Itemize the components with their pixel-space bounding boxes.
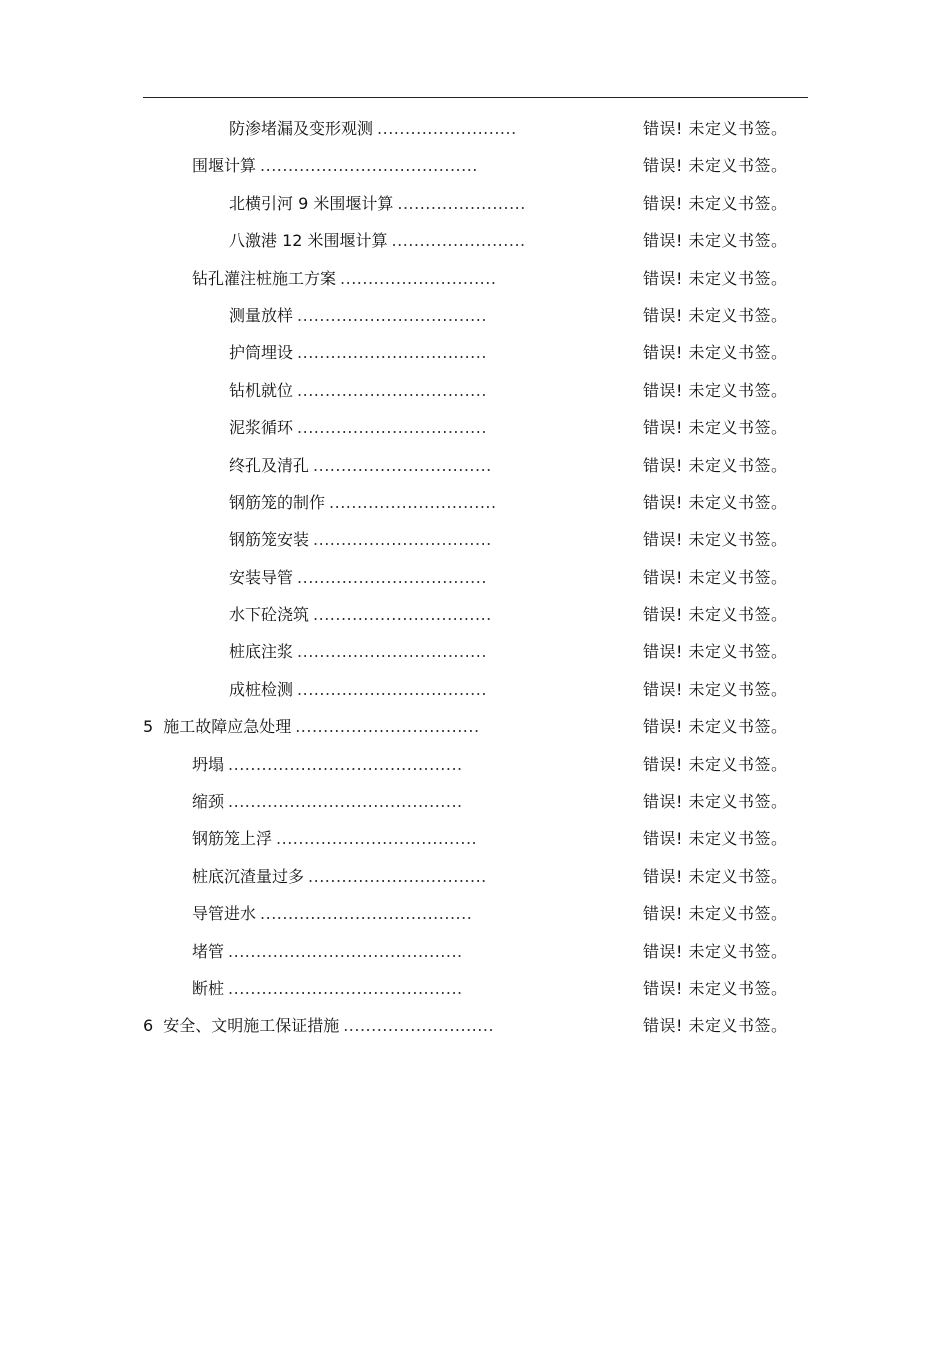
toc-page-ref: 错误! 未定义书签。 bbox=[643, 567, 788, 587]
toc-entry[interactable] bbox=[0, 933, 950, 970]
toc-leader-dots: ...................................... bbox=[260, 904, 473, 924]
toc-entry[interactable] bbox=[0, 559, 950, 596]
toc-page-ref: 错误! 未定义书签。 bbox=[643, 792, 788, 812]
toc-page-ref: 错误! 未定义书签。 bbox=[643, 754, 788, 774]
toc-entry-text: 钢筋笼安装 bbox=[229, 530, 310, 550]
toc-entry-title[interactable] bbox=[229, 559, 487, 596]
toc-entry-text: 围堰计算 bbox=[192, 156, 257, 176]
toc-entry-text: 断桩 bbox=[192, 978, 225, 998]
toc-leader-dots: .................................. bbox=[297, 343, 487, 363]
toc-entry[interactable] bbox=[0, 596, 950, 633]
header-rule bbox=[143, 97, 808, 98]
toc-entry-title[interactable] bbox=[229, 110, 517, 147]
toc-entry-title[interactable] bbox=[229, 222, 526, 259]
toc-page-ref: 错误! 未定义书签。 bbox=[643, 380, 788, 400]
toc-leader-dots: ................................ bbox=[313, 605, 492, 625]
toc-leader-dots: ................................ bbox=[313, 455, 492, 475]
toc-page-ref: 错误! 未定义书签。 bbox=[643, 941, 788, 961]
toc-entry-title[interactable] bbox=[192, 783, 463, 820]
toc-entry-text: 钻孔灌注桩施工方案 bbox=[192, 268, 337, 288]
toc-entry-text: 堵管 bbox=[192, 941, 225, 961]
toc-entry-text: 导管进水 bbox=[192, 904, 257, 924]
toc-page-ref: 错误! 未定义书签。 bbox=[643, 1016, 788, 1036]
toc-entry[interactable] bbox=[0, 521, 950, 558]
toc-leader-dots: .................................. bbox=[297, 418, 487, 438]
toc-page-ref: 错误! 未定义书签。 bbox=[643, 305, 788, 325]
toc-entry-title[interactable] bbox=[192, 895, 472, 932]
toc-entry-text: 坍塌 bbox=[192, 754, 225, 774]
toc-entry-text: 泥浆循环 bbox=[229, 418, 294, 438]
toc-leader-dots: .......................................... bbox=[228, 754, 463, 774]
toc-entry-text: 八激港 12 米围堰计算 bbox=[229, 231, 388, 251]
toc-entry-title[interactable] bbox=[192, 970, 463, 1007]
toc-entry[interactable] bbox=[0, 447, 950, 484]
toc-section-number: 5 bbox=[143, 717, 154, 737]
toc-leader-dots: .......................................... bbox=[228, 941, 463, 961]
toc-leader-dots: .......................................... bbox=[228, 792, 463, 812]
toc-entry-title[interactable] bbox=[229, 596, 492, 633]
toc-entry-text: 北横引河 9 米围堰计算 bbox=[229, 193, 394, 213]
toc-page-ref: 错误! 未定义书签。 bbox=[643, 119, 788, 138]
toc-entry-title[interactable] bbox=[143, 1007, 494, 1044]
toc-page-ref: 错误! 未定义书签。 bbox=[643, 978, 788, 998]
toc-page-ref: 错误! 未定义书签。 bbox=[643, 418, 788, 438]
toc-entry[interactable] bbox=[0, 484, 950, 521]
toc-page-ref: 错误! 未定义书签。 bbox=[643, 343, 788, 363]
toc-entry[interactable] bbox=[0, 297, 950, 334]
toc-entry-text: 安装导管 bbox=[229, 567, 294, 587]
toc-page-ref: 错误! 未定义书签。 bbox=[643, 904, 788, 924]
toc-leader-dots: ....................... bbox=[397, 193, 526, 213]
toc-page-ref: 错误! 未定义书签。 bbox=[643, 268, 788, 288]
toc-page-ref: 错误! 未定义书签。 bbox=[643, 231, 788, 251]
toc-entry[interactable] bbox=[0, 334, 950, 371]
toc-entry-text: 护筒埋设 bbox=[229, 343, 294, 363]
toc-page-ref: 错误! 未定义书签。 bbox=[643, 679, 788, 699]
toc-page-ref: 错误! 未定义书签。 bbox=[643, 492, 788, 512]
toc-entry[interactable] bbox=[0, 858, 950, 895]
toc-leader-dots: .......................................... bbox=[228, 978, 463, 998]
toc-entry-text: 施工故障应急处理 bbox=[163, 717, 292, 737]
toc-leader-dots: .............................. bbox=[329, 492, 497, 512]
toc-entry-title[interactable] bbox=[143, 708, 480, 745]
toc-entry-text: 终孔及清孔 bbox=[229, 455, 310, 475]
toc-leader-dots: .................................. bbox=[297, 642, 487, 662]
toc-entry-text: 钢筋笼上浮 bbox=[192, 829, 273, 849]
toc-entry[interactable] bbox=[0, 409, 950, 446]
toc-page-ref: 错误! 未定义书签。 bbox=[643, 642, 788, 662]
toc-entry-title[interactable] bbox=[192, 933, 463, 970]
toc-page-ref: 错误! 未定义书签。 bbox=[643, 156, 788, 176]
toc-entry[interactable] bbox=[0, 895, 950, 932]
toc-section-number: 6 bbox=[143, 1016, 154, 1036]
toc-entry-title[interactable] bbox=[229, 185, 526, 222]
toc-leader-dots: .................................. bbox=[297, 679, 487, 699]
toc-page-ref: 错误! 未定义书签。 bbox=[643, 717, 788, 737]
toc-entry-title[interactable] bbox=[192, 820, 477, 857]
toc-page-ref: 错误! 未定义书签。 bbox=[643, 829, 788, 849]
toc-entry-text: 桩底沉渣量过多 bbox=[192, 866, 305, 886]
toc-leader-dots: ....................................... bbox=[260, 156, 478, 176]
toc-entry[interactable] bbox=[0, 147, 950, 184]
toc-entry-text: 钻机就位 bbox=[229, 380, 294, 400]
toc-entry-title[interactable] bbox=[229, 297, 487, 334]
toc-entry[interactable] bbox=[0, 222, 950, 259]
toc-leader-dots: ......................... bbox=[377, 119, 517, 138]
toc-entry-title[interactable] bbox=[229, 521, 492, 558]
toc-entry[interactable] bbox=[0, 110, 950, 147]
toc-leader-dots: .................................. bbox=[297, 567, 487, 587]
toc-leader-dots: ................................ bbox=[308, 866, 487, 886]
toc-page-ref: 错误! 未定义书签。 bbox=[643, 193, 788, 213]
toc-leader-dots: ............................ bbox=[340, 268, 497, 288]
toc-entry[interactable] bbox=[0, 1007, 950, 1044]
toc-leader-dots: .................................. bbox=[297, 380, 487, 400]
toc-entry[interactable] bbox=[0, 970, 950, 1007]
toc-page-ref: 错误! 未定义书签。 bbox=[643, 605, 788, 625]
toc-entry-text: 安全、文明施工保证措施 bbox=[163, 1016, 340, 1036]
toc-entry-title[interactable] bbox=[229, 372, 487, 409]
toc-entry-title[interactable] bbox=[229, 334, 487, 371]
toc-entry-title[interactable] bbox=[192, 260, 496, 297]
toc-leader-dots: ........................... bbox=[343, 1016, 495, 1036]
toc-leader-dots: .................................. bbox=[297, 305, 487, 325]
toc-entry-title[interactable] bbox=[229, 409, 487, 446]
toc-entry[interactable] bbox=[0, 633, 950, 670]
toc-entry[interactable] bbox=[0, 820, 950, 857]
toc-entry-title[interactable] bbox=[229, 484, 497, 521]
toc-entry-title[interactable] bbox=[192, 858, 487, 895]
toc-entry[interactable] bbox=[0, 746, 950, 783]
toc-entry-text: 缩颈 bbox=[192, 792, 225, 812]
toc-entry[interactable] bbox=[0, 671, 950, 708]
toc-entry-text: 防渗堵漏及变形观测 bbox=[229, 119, 374, 138]
toc-entry-text: 钢筋笼的制作 bbox=[229, 492, 326, 512]
toc-leader-dots: .................................... bbox=[276, 829, 478, 849]
toc-entry-title[interactable] bbox=[192, 147, 478, 184]
toc-entry-title[interactable] bbox=[229, 447, 492, 484]
toc-entry[interactable] bbox=[0, 185, 950, 222]
toc-entry[interactable] bbox=[0, 708, 950, 745]
toc-leader-dots: ................................ bbox=[313, 530, 492, 550]
toc-entry-title[interactable] bbox=[229, 671, 487, 708]
toc-entry-text: 水下砼浇筑 bbox=[229, 605, 310, 625]
toc-leader-dots: ................................. bbox=[295, 717, 480, 737]
toc-page-ref: 错误! 未定义书签。 bbox=[643, 866, 788, 886]
table-of-contents bbox=[0, 110, 950, 1045]
toc-entry-text: 测量放样 bbox=[229, 305, 294, 325]
toc-entry[interactable] bbox=[0, 372, 950, 409]
toc-entry-title[interactable] bbox=[192, 746, 463, 783]
toc-leader-dots: ........................ bbox=[391, 231, 526, 251]
toc-page-ref: 错误! 未定义书签。 bbox=[643, 530, 788, 550]
toc-entry-title[interactable] bbox=[229, 633, 487, 670]
toc-entry[interactable] bbox=[0, 260, 950, 297]
toc-entry[interactable] bbox=[0, 783, 950, 820]
toc-entry-text: 成桩检测 bbox=[229, 679, 294, 699]
toc-page-ref: 错误! 未定义书签。 bbox=[643, 455, 788, 475]
toc-entry-text: 桩底注浆 bbox=[229, 642, 294, 662]
